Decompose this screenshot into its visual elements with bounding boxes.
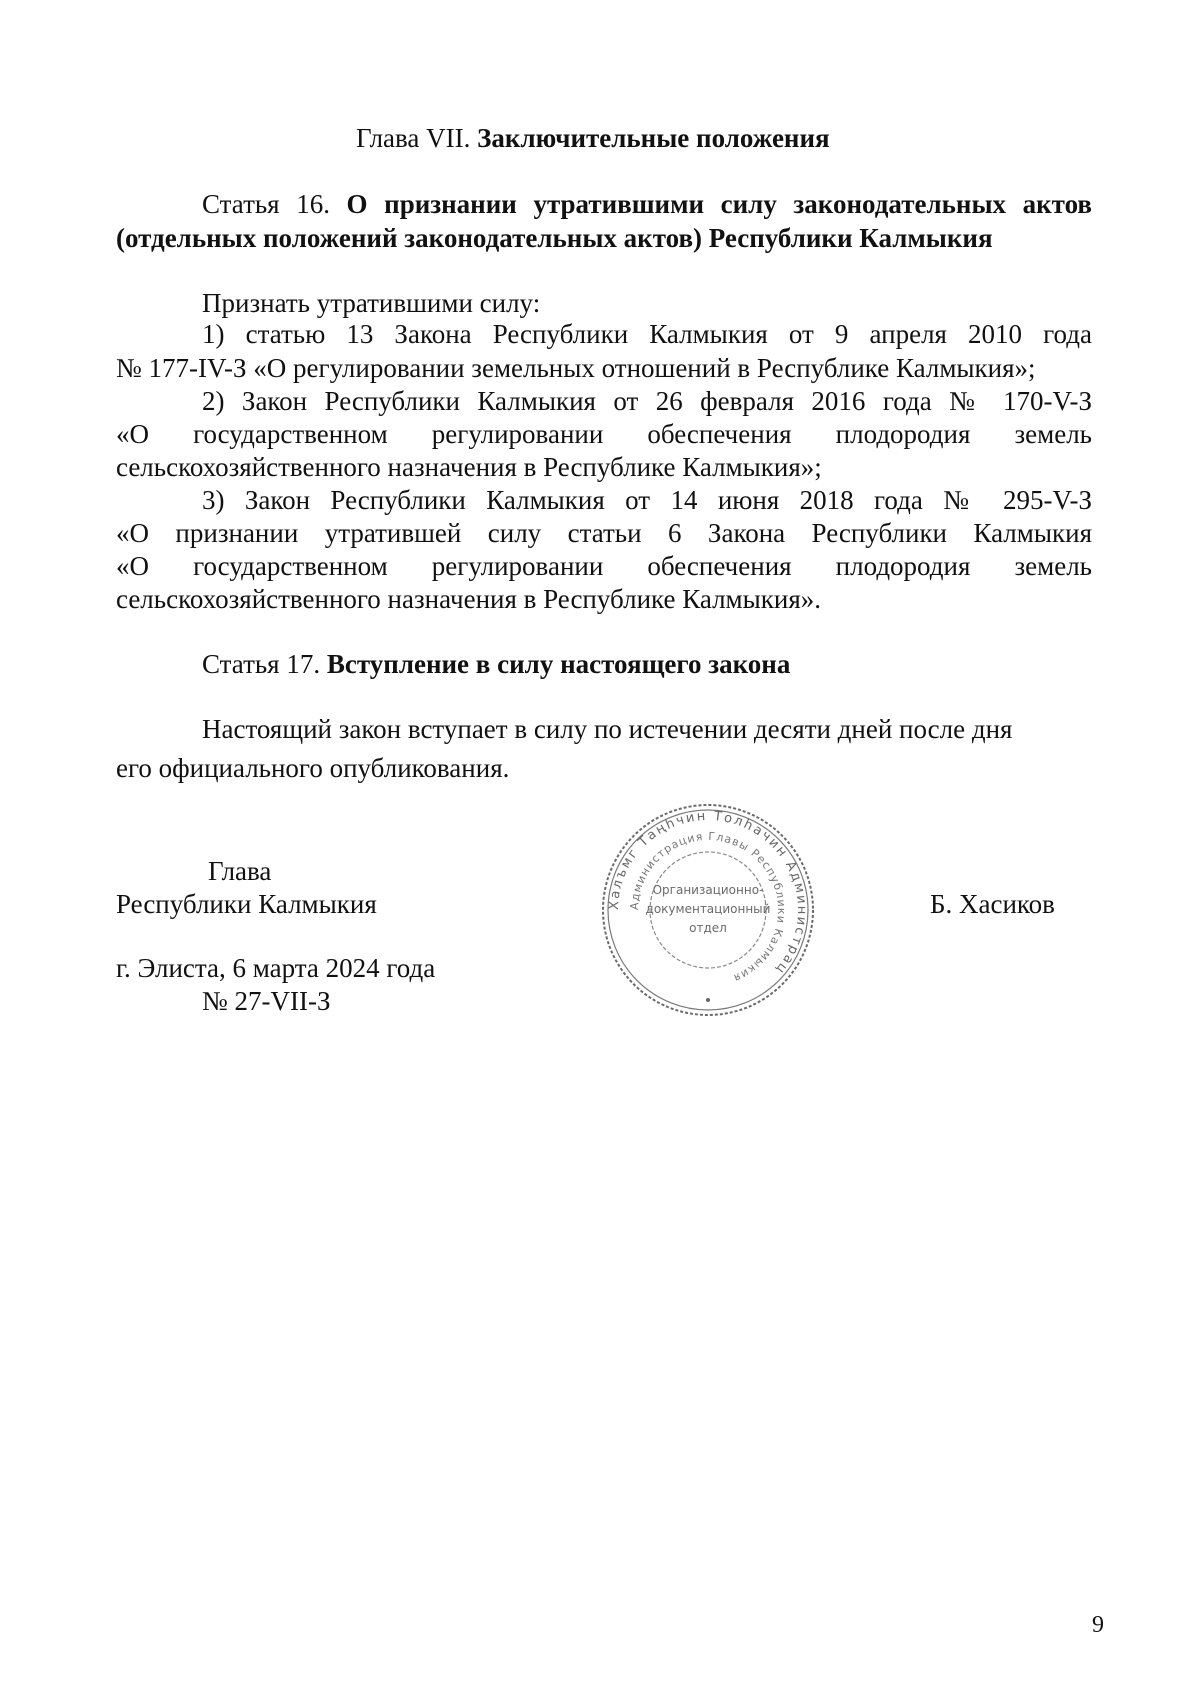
signatory-title-line2: Республики Калмыкия <box>116 889 377 919</box>
signatory-name: Б. Хасиков <box>930 889 1055 919</box>
article16-heading <box>202 188 1092 220</box>
page-number: 9 <box>1092 1612 1104 1638</box>
official-seal <box>598 800 818 1020</box>
item2-line2: «О государственном регулировании обеспечения плодородия земель <box>116 419 1092 449</box>
signatory-title-line1: Глава <box>208 856 272 886</box>
chapter-prefix: Глава VII. <box>356 123 471 153</box>
chapter-title: Заключительные положения <box>477 123 830 153</box>
item2-line1: 2) Закон Республики Калмыкия от 26 февраля 2016 года № 170-V-З <box>202 386 1092 416</box>
article16-title-line2: (отдельных положений законодательных актов) Республики Калмыкия <box>116 223 993 253</box>
law-number: № 27-VII-З <box>202 986 331 1016</box>
seal-center-line3: отдел <box>689 921 727 935</box>
seal-center-line1: Организационно- <box>652 883 764 897</box>
article17-title: Вступление в силу настоящего закона <box>326 649 791 679</box>
item3-line2: «О признании утратившей силу статьи 6 Закона Республики Калмыкия <box>116 518 1092 548</box>
article17-prefix: Статья 17. <box>202 649 321 679</box>
item2-line3: сельскохозяйственного назначения в Республике Калмыкия»; <box>116 452 822 482</box>
item3-line1: 3) Закон Республики Калмыкия от 14 июня 2018 года № 295-V-З <box>202 485 1092 515</box>
seal-middle-text: Администрация Главы Республики Калмыкия <box>627 829 789 985</box>
place-date: г. Элиста, 6 марта 2024 года <box>116 953 436 983</box>
seal-outer-text: Халъмг Таңһчин Толһачин Администрац <box>606 808 810 978</box>
article16-prefix: Статья 16. <box>202 189 330 219</box>
article17-heading <box>202 648 790 680</box>
article16-intro: Признать утратившими силу: <box>202 288 541 318</box>
item1-line2: № 177-IV-З «О регулировании земельных отношений в Республике Калмыкия»; <box>116 353 1036 383</box>
seal-center-line2: документационный <box>645 902 771 916</box>
chapter-heading <box>356 122 830 154</box>
item1-line1: 1) статью 13 Закона Республики Калмыкия от 9 апреля 2010 года <box>202 319 1092 349</box>
item3-line3: «О государственном регулировании обеспечения плодородия земель <box>116 551 1092 581</box>
item3-line4: сельскохозяйственного назначения в Республике Калмыкия». <box>116 584 822 614</box>
article17-body-line2: его официального опубликования. <box>116 753 510 783</box>
article16-title-line1: О признании утратившими силу законодательных актов <box>346 189 1092 219</box>
article17-body-line1: Настоящий закон вступает в силу по истечении десяти дней после дня <box>202 714 1013 744</box>
